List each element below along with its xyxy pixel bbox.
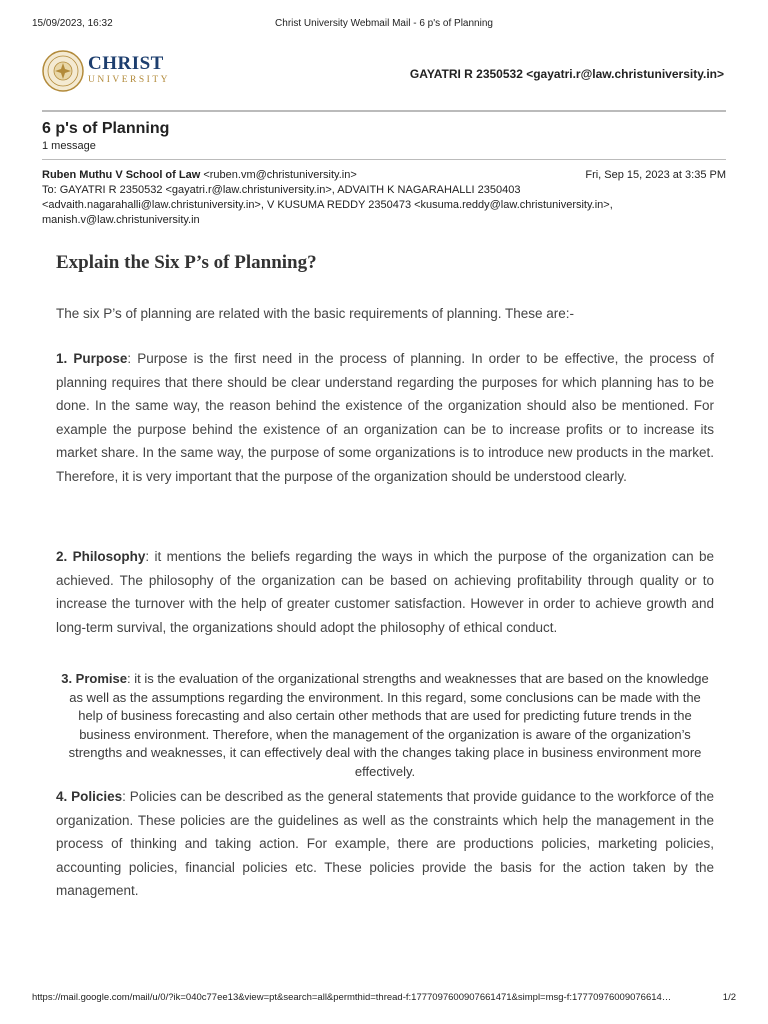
page-number: 1/2 xyxy=(722,992,736,1003)
email-meta xyxy=(42,168,726,228)
promise-text: : it is the evaluation of the organizational strengths and weaknesses that are based on the knowledge as well as the assumptions regarding the environment. In this regard, some conclusions can be made with the help of business forecasting and also certain other methods that are used for predicting future trends in the business environment. Therefore, when the management of the organization is aware of the organization’s strengths and weaknesses, it can effectively deal with the changes taking place in business environment more effectively. xyxy=(68,671,709,779)
body-heading: Explain the Six P’s of Planning? xyxy=(56,252,317,273)
message-count: 1 message xyxy=(42,140,96,152)
print-date: 15/09/2023, 16:32 xyxy=(32,18,113,29)
policies-text: : Policies can be described as the general statements that provide guidance to the workforce of the organization. These policies are the guidelines as well as the constraints which help the management in the process of thinking and taking action. For example, there are productions policies, marketing policies, accounting policies, financial policies etc. These policies provide the basis for the action taken by the management. xyxy=(56,789,714,898)
sent-date: Fri, Sep 15, 2023 at 3:35 PM xyxy=(585,169,726,181)
sender-email[interactable]: <ruben.vm@christuniversity.in> xyxy=(203,169,357,181)
purpose-label: 1. Purpose xyxy=(56,351,128,366)
philosophy-label: 2. Philosophy xyxy=(56,549,146,564)
philosophy-text: : it mentions the beliefs regarding the ways in which the purpose of the organization can be achieved. The philosophy of the organization can be based on achieving profitability through quality or to increase the turnover with the help of greater customer satisfaction. However in order to achieve growth and long-term survival, the organizations should adopt the philosophy of ethical conduct. xyxy=(56,549,714,635)
email-body xyxy=(56,252,714,903)
policies-paragraph xyxy=(56,785,714,903)
university-logo xyxy=(42,48,192,98)
philosophy-paragraph xyxy=(56,545,714,639)
university-seal-icon xyxy=(42,50,84,92)
policies-label: 4. Policies xyxy=(56,789,123,804)
account-label: GAYATRI R 2350532 <gayatri.r@law.christuniversity.in> xyxy=(409,67,724,81)
purpose-text: : Purpose is the first need in the process of planning. In order to be effective, the process of planning requires that there should be clear understand regarding the purposes for which planning has to be done. In the same way, the reason behind the existence of the organization should also be mentioned. For example the purpose behind the existence of an organization can be to increase profits or to increase its market share. In the same way, the purpose of some organizations is to introduce new products in the market. Therefore, it is very important that the purpose of the organization should be understood clearly. xyxy=(56,351,714,484)
print-header xyxy=(32,18,736,32)
page-url: https://mail.google.com/mail/u/0/?ik=040c77ee13&view=pt&search=all&permthid=thread-f:1777097600907661471&simpl=msg-f:17770976009076614… xyxy=(32,992,672,1003)
recipients-line: manish.v@law.christuniversity.in xyxy=(42,214,200,226)
print-title: Christ University Webmail Mail - 6 p's of Planning xyxy=(275,18,493,29)
recipients-line: To: GAYATRI R 2350532 <gayatri.r@law.christuniversity.in>, ADVAITH K NAGARAHALLI 2350403 xyxy=(42,184,521,196)
intro-text: The six P’s of planning are related with the basic requirements of planning. These are:- xyxy=(56,306,575,321)
purpose-paragraph xyxy=(56,347,714,488)
divider xyxy=(42,159,726,160)
promise-paragraph xyxy=(56,670,714,781)
promise-label: 3. Promise xyxy=(61,671,127,686)
recipients-line: <advaith.nagarahalli@law.christuniversity.in>, V KUSUMA REDDY 2350473 <kusuma.reddy@law.christuniversity.in>, xyxy=(42,199,613,211)
brand-subtitle: UNIVERSITY xyxy=(88,75,170,85)
email-subject: 6 p's of Planning xyxy=(42,120,170,137)
divider xyxy=(42,110,726,112)
from-row xyxy=(42,168,726,183)
sender-name: Ruben Muthu V School of Law xyxy=(42,169,201,181)
print-footer xyxy=(32,992,736,1006)
brand-name: CHRIST xyxy=(88,53,164,74)
